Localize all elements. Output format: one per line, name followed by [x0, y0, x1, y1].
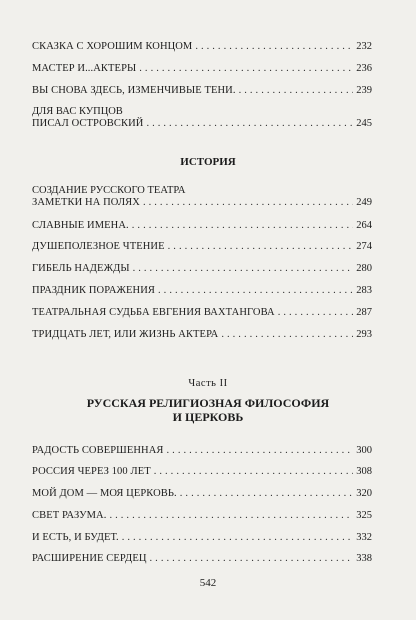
toc-entry-title: И ЕСТЬ, И БУДЕТ. — [32, 532, 119, 543]
toc-entry-page: 280 — [356, 263, 372, 274]
toc-entry[interactable] — [32, 185, 372, 209]
toc-entry-title-line1: ДЛЯ ВАС КУПЦОВ — [32, 106, 123, 117]
toc-entry[interactable] — [32, 220, 372, 232]
section-heading-history: ИСТОРИЯ — [180, 156, 236, 168]
toc-entry[interactable] — [32, 553, 372, 565]
toc-entry-title: РОССИЯ ЧЕРЕЗ 100 ЛЕТ — [32, 466, 151, 477]
toc-entry-page: 239 — [356, 85, 372, 96]
toc-entry-title: РАСШИРЕНИЕ СЕРДЕЦ — [32, 553, 147, 564]
toc-entry[interactable] — [32, 241, 372, 253]
leader-dots — [168, 241, 354, 253]
toc-entry[interactable] — [32, 41, 372, 53]
toc-entry-title-line1: СОЗДАНИЕ РУССКОГО ТЕАТРА — [32, 185, 186, 196]
leader-dots — [132, 220, 353, 232]
toc-entry[interactable] — [32, 510, 372, 522]
part-title-line2: И ЦЕРКОВЬ — [172, 410, 244, 424]
leader-dots — [109, 510, 353, 522]
toc-entry-title: СВЕТ РАЗУМА. — [32, 510, 107, 521]
toc-entry-title: ДУШЕПОЛЕЗНОЕ ЧТЕНИЕ — [32, 241, 165, 252]
toc-entry-page: 264 — [356, 220, 372, 231]
leader-dots — [195, 41, 353, 53]
toc-entry[interactable] — [32, 285, 372, 297]
toc-entry-title: РАДОСТЬ СОВЕРШЕННАЯ — [32, 445, 164, 456]
toc-entry-title: МАСТЕР И...АКТЕРЫ — [32, 63, 137, 74]
toc-entry-page: 232 — [356, 41, 372, 52]
leader-dots — [139, 63, 353, 75]
leader-dots — [133, 263, 354, 275]
toc-entry-page: 283 — [356, 285, 372, 296]
toc-entry-page: 287 — [356, 307, 372, 318]
leader-dots — [154, 466, 354, 478]
part-label: Часть II — [188, 378, 228, 389]
toc-entry-page: 300 — [356, 445, 372, 456]
toc-entry-page: 245 — [356, 118, 372, 129]
page-number: 542 — [199, 577, 217, 589]
toc-entry-page: 332 — [356, 532, 372, 543]
toc-entry[interactable] — [32, 63, 372, 75]
toc-entry-title: ПИСАЛ ОСТРОВСКИЙ — [32, 118, 144, 129]
toc-entry[interactable] — [32, 85, 372, 97]
toc-entry-page: 274 — [356, 241, 372, 252]
toc-entry[interactable] — [32, 307, 372, 319]
part-title-line1: РУССКАЯ РЕЛИГИОЗНАЯ ФИЛОСОФИЯ — [86, 396, 330, 410]
toc-entry-page: 236 — [356, 63, 372, 74]
leader-dots — [146, 118, 353, 130]
leader-dots — [167, 445, 354, 457]
toc-entry[interactable] — [32, 263, 372, 275]
toc-entry-page: 249 — [356, 197, 372, 208]
toc-entry[interactable] — [32, 329, 372, 341]
leader-dots — [239, 85, 354, 97]
leader-dots — [221, 329, 353, 341]
leader-dots — [180, 488, 353, 500]
toc-entry-page: 325 — [356, 510, 372, 521]
toc-entry-page: 338 — [356, 553, 372, 564]
toc-entry[interactable] — [32, 106, 372, 130]
toc-entry-title: ВЫ СНОВА ЗДЕСЬ, ИЗМЕНЧИВЫЕ ТЕНИ. — [32, 85, 236, 96]
leader-dots — [143, 197, 353, 209]
leader-dots — [158, 285, 353, 297]
toc-entry-title: ТРИДЦАТЬ ЛЕТ, ИЛИ ЖИЗНЬ АКТЕРА — [32, 329, 219, 340]
toc-entry-title: СЛАВНЫЕ ИМЕНА. — [32, 220, 129, 231]
leader-dots — [150, 553, 354, 565]
toc-entry-page: 293 — [356, 329, 372, 340]
toc-entry[interactable] — [32, 532, 372, 544]
toc-entry[interactable] — [32, 445, 372, 457]
toc-entry-title: ТЕАТРАЛЬНАЯ СУДЬБА ЕВГЕНИЯ ВАХТАНГОВА — [32, 307, 275, 318]
leader-dots — [278, 307, 354, 319]
toc-entry-title: МОЙ ДОМ — МОЯ ЦЕРКОВЬ. — [32, 488, 177, 499]
toc-entry[interactable] — [32, 488, 372, 500]
toc-entry-title: ПРАЗДНИК ПОРАЖЕНИЯ — [32, 285, 156, 296]
toc-entry-title: ЗАМЕТКИ НА ПОЛЯХ — [32, 197, 140, 208]
leader-dots — [122, 532, 354, 544]
toc-entry[interactable] — [32, 466, 372, 478]
toc-entry-page: 320 — [356, 488, 372, 499]
toc-entry-title: СКАЗКА С ХОРОШИМ КОНЦОМ — [32, 41, 193, 52]
toc-entry-title: ГИБЕЛЬ НАДЕЖДЫ — [32, 263, 130, 274]
toc-entry-page: 308 — [356, 466, 372, 477]
